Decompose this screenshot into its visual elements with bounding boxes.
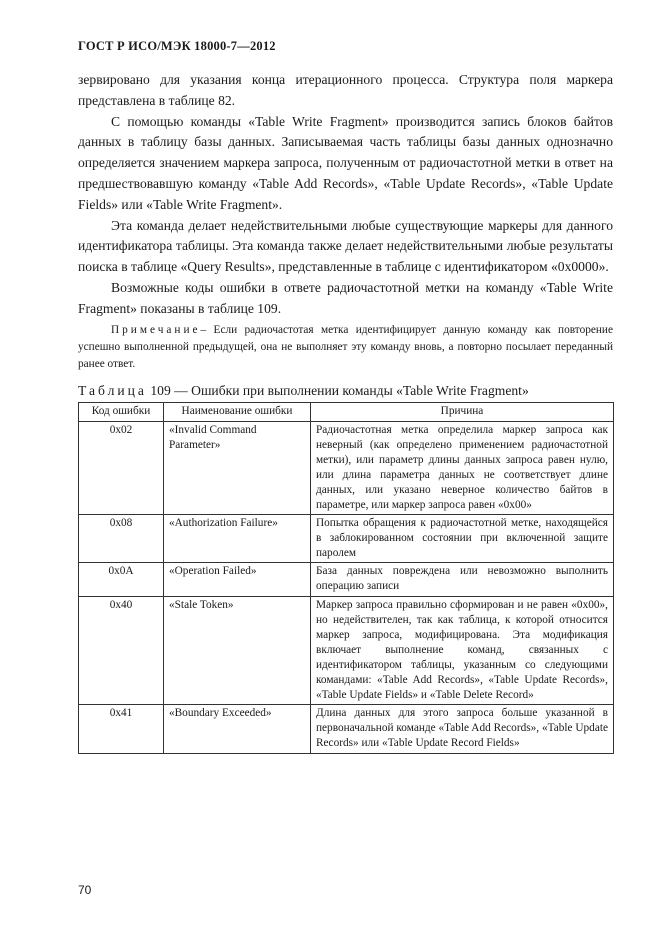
error-reason: Попытка обращения к радиочастотной метке, находящейся в заблокированном состоянии при включенной защите паролем: [311, 515, 614, 563]
table-caption: [78, 382, 613, 400]
error-code: 0x0A: [79, 563, 164, 596]
table-header-row: [79, 403, 614, 421]
document-header: ГОСТ Р ИСО/МЭК 18000-7—2012: [78, 39, 276, 53]
table-row: [79, 515, 614, 563]
column-header-code: Код ошибки: [79, 403, 164, 421]
table-row: [79, 421, 614, 515]
note: [78, 322, 613, 374]
error-name: «Operation Failed»: [164, 563, 311, 596]
note-label: Примечание: [111, 323, 201, 336]
error-code: 0x02: [79, 421, 164, 515]
table-row: [79, 596, 614, 705]
paragraph-write-fragment: С помощью команды «Table Write Fragment» производится запись блоков байтов данных в таблицу базы данных. Записываемая часть таблицы базы данных однозначно определяется значением маркера запроса, полученным от радиочастотной метки в ответ на предшествовавшую команду «Table Add Records», «Table Update Records», «Table Update Fields» или «Table Write Fragment».: [78, 113, 613, 212]
error-code: 0x41: [79, 705, 164, 753]
error-table: [78, 402, 614, 753]
paragraph-error-codes: Возможные коды ошибки в ответе радиочастотной метки на команду «Table Write Fragment» показаны в таблице 109.: [78, 279, 613, 316]
table-row: [79, 705, 614, 753]
column-header-reason: Причина: [311, 403, 614, 421]
page-content: [78, 70, 613, 754]
error-reason: База данных повреждена или невозможно выполнить операцию записи: [311, 563, 614, 596]
paragraph-continuation: зервировано для указания конца итерационного процесса. Структура поля маркера представлена в таблице 82.: [78, 72, 613, 108]
table-caption-label: Таблица: [78, 383, 147, 399]
error-name: «Stale Token»: [164, 596, 311, 705]
error-name: «Authorization Failure»: [164, 515, 311, 563]
note-text: – Если радиочастотая метка идентифицирует данную команду как повторение успешно выполненной предыдущей, она не выполняет эту команду вновь, а повторно посылает переданный ранее ответ.: [78, 323, 613, 371]
column-header-name: Наименование ошибки: [164, 403, 311, 421]
table-caption-text: 109 — Ошибки при выполнении команды «Table Write Fragment»: [146, 383, 529, 399]
error-code: 0x08: [79, 515, 164, 563]
error-name: «Boundary Exceeded»: [164, 705, 311, 753]
error-reason: Маркер запроса правильно сформирован и не равен «0x00», но недействителен, так как таблица, к которой относится маркер запроса, модифицирована. Эта модификация включает выполнение команд, связанных с идентификатором таблицы, указанным со следующими командами: «Table Add Records», «Table Update Records», «Table Update Fields» и «Table Delete Record»: [311, 596, 614, 705]
table-row: [79, 563, 614, 596]
paragraph-invalidation: Эта команда делает недействительными любые существующие маркеры для данного идентификатора таблицы. Эта команда также делает недействительными любые результаты поиска в таблице «Query Results», представленные в таблице с идентификатором «0x0000».: [78, 217, 613, 275]
page-number: 70: [78, 883, 92, 897]
error-code: 0x40: [79, 596, 164, 705]
error-name: «Invalid Command Parameter»: [164, 421, 311, 515]
error-reason: Длина данных для этого запроса больше указанной в первоначальной команде «Table Add Records», «Table Update Records» или «Table Update Record Fields»: [311, 705, 614, 753]
error-reason: Радиочастотная метка определила маркер запроса как неверный (как определено применением радиочастотной метки), или параметр длины данных запроса равен нулю, или длина параметра данных не соответствует длине данных, или указано неверное количество байтов в параметре, или маркер запроса равен «0x00»: [311, 421, 614, 515]
